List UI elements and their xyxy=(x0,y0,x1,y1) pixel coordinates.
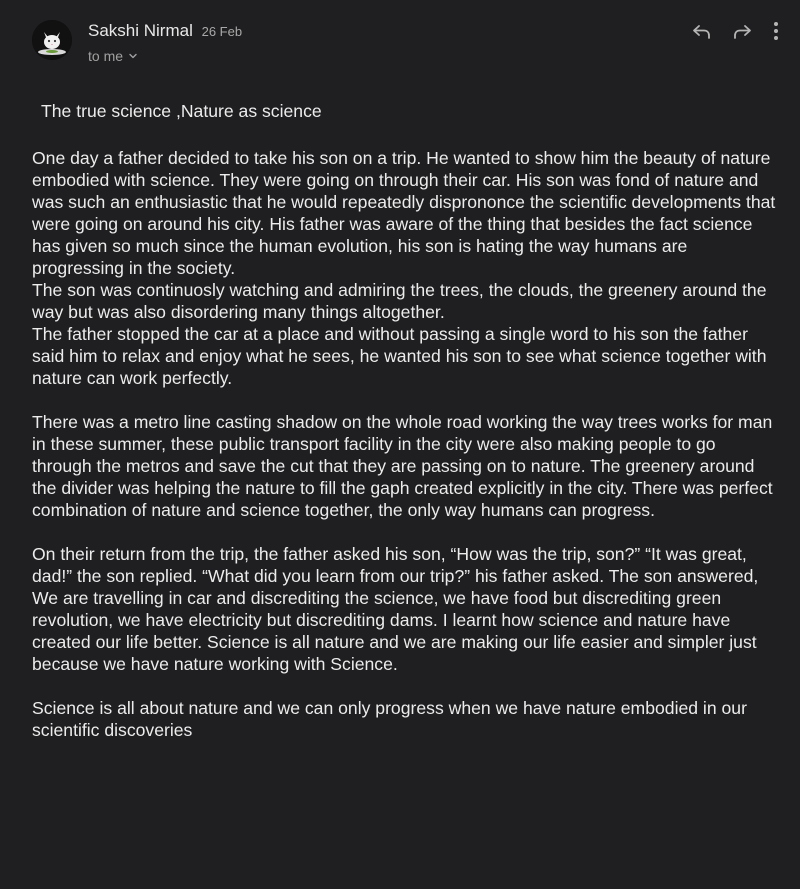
paragraph-line: One day a father decided to take his son on a trip. He wanted to show him the beauty of nature embodied with science. They were going on through their car. His son was fond of nature and was such an enthusiastic that he would repeatedly disprononce the scientific developments that were going on around his city. His father was aware of the thing that besides the fact science has given so much since the human evolution, his son is hating the way humans are progressing in the society. xyxy=(32,148,776,278)
sender-line xyxy=(88,21,242,41)
paragraph xyxy=(32,147,777,389)
paragraph-line: The father stopped the car at a place and without passing a single word to his son the father said him to relax and enjoy what he sees, he wanted his son to see what science together with nature can work perfectly. xyxy=(32,324,767,388)
reply-button[interactable] xyxy=(682,18,722,44)
recipient-details-toggle[interactable] xyxy=(88,48,139,64)
email-body xyxy=(32,100,777,763)
paragraph-line: Science is all about nature and we can only progress when we have nature embodied in our scientific discoveries xyxy=(32,698,747,740)
recipient-label: to me xyxy=(88,48,124,64)
email-actions xyxy=(682,18,790,44)
paragraph-line: The son was continuosly watching and admiring the trees, the clouds, the greenery around the way but was also disordering many things altogether. xyxy=(32,280,767,322)
cat-avatar-image xyxy=(32,20,72,60)
email-subject: The true science ,Nature as science xyxy=(41,101,322,121)
paragraph-line: There was a metro line casting shadow on the whole road working the way trees works for man in these summer, these public transport facility in the city were also making people to go through the metros and save the cut that they are passing on to nature. The greenery around the divider was helping the nature to fill the gaph created explicitly in the city. There was perfect combination of nature and science together, the only way humans can progress. xyxy=(32,412,773,520)
chevron-down-icon xyxy=(127,50,139,62)
more-options-button[interactable] xyxy=(762,18,790,44)
forward-icon xyxy=(731,20,753,42)
sender-name[interactable]: Sakshi Nirmal xyxy=(88,21,193,40)
paragraph-line: We are travelling in car and discrediting the science, we have food but discrediting green revolution, we have electricity but discrediting dams. I learnt how science and nature have created our life better. Science is all nature and we are making our life easier and simpler just because we have nature working with Science. xyxy=(32,588,757,674)
paragraph xyxy=(32,543,777,675)
paragraph-line: On their return from the trip, the father asked his son, “How was the trip, son?” “It was great, dad!” the son replied. “What did you learn from our trip?” his father asked. The son answered, xyxy=(32,544,759,586)
paragraph xyxy=(32,697,777,741)
reply-icon xyxy=(691,20,713,42)
more-vert-icon xyxy=(773,21,779,41)
sender-avatar[interactable] xyxy=(32,20,72,60)
email-date: 26 Feb xyxy=(201,24,243,39)
paragraph xyxy=(32,411,777,521)
email-header xyxy=(0,0,800,80)
forward-button[interactable] xyxy=(722,18,762,44)
